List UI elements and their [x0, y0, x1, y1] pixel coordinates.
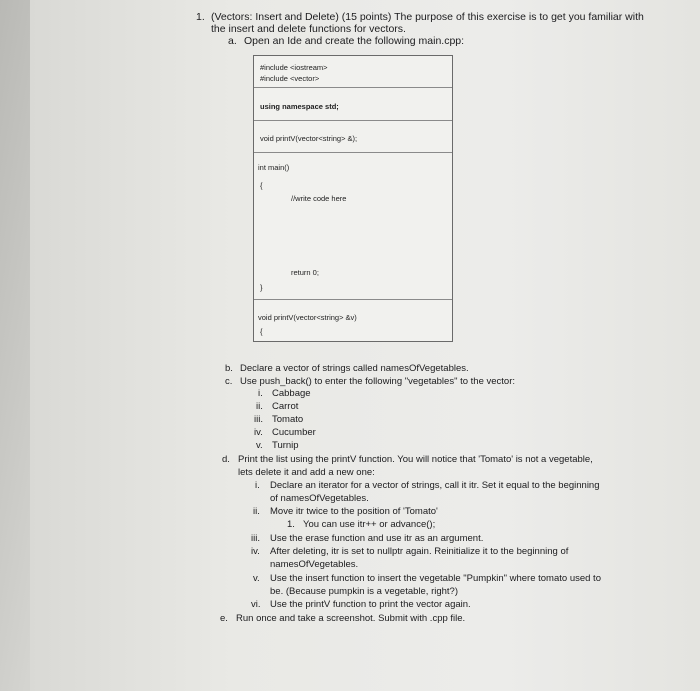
sub-step-marker: 1. [287, 519, 295, 530]
part-a-text: Open an Ide and create the following main.cpp: [244, 35, 465, 47]
code-include-vector: #include <vector> [260, 74, 320, 83]
part-d-marker: d. [222, 454, 230, 465]
step-text: After deleting, itr is set to nullptr again. Reinitialize it to the beginning of [270, 546, 569, 557]
vegetable-marker: i. [258, 388, 263, 399]
part-c-marker: c. [225, 376, 233, 387]
vegetable-item: Cucumber [272, 427, 316, 438]
code-divider [254, 87, 452, 88]
code-printv-definition: void printV(vector<string> &v) [258, 313, 357, 322]
code-box [253, 55, 453, 342]
vegetable-item: Cabbage [272, 388, 311, 399]
step-marker: v. [253, 573, 260, 584]
step-text-line2: namesOfVegetables. [270, 559, 359, 570]
code-close-brace: } [260, 283, 263, 292]
step-marker: ii. [253, 506, 260, 517]
vegetable-marker: iv. [254, 427, 263, 438]
code-include-iostream: #include <iostream> [260, 63, 328, 72]
part-a-marker: a. [228, 35, 237, 47]
vegetable-marker: ii. [256, 401, 263, 412]
step-text-line2: be. (Because pumpkin is a vegetable, right?) [270, 586, 458, 597]
part-c-text: Use push_back() to enter the following "vegetables" to the vector: [240, 376, 516, 387]
part-b-marker: b. [225, 363, 233, 374]
question-intro: The purpose of this exercise is to get you familiar with [391, 11, 644, 23]
code-using-namespace: using namespace std; [260, 102, 339, 111]
part-b-text: Declare a vector of strings called namesOfVegetables. [240, 363, 469, 374]
code-divider [254, 152, 452, 153]
step-text: Move itr twice to the position of 'Tomato' [270, 506, 438, 517]
step-marker: i. [255, 480, 260, 491]
code-divider [254, 120, 452, 121]
question-intro-line2: the insert and delete functions for vectors. [211, 23, 406, 35]
code-main: int main() [258, 163, 290, 172]
step-text: Use the printV function to print the vector again. [270, 599, 471, 610]
part-d-text-line2: lets delete it and add a new one: [238, 467, 375, 478]
question-title: (Vectors: Insert and Delete) (15 points) [211, 11, 392, 23]
vegetable-marker: iii. [254, 414, 263, 425]
step-text-line2: of namesOfVegetables. [270, 493, 369, 504]
step-text: Use the erase function and use itr as an argument. [270, 533, 484, 544]
step-marker: iv. [251, 546, 260, 557]
code-open-brace-2: { [260, 327, 263, 336]
step-text: Use the insert function to insert the vegetable "Pumpkin" where tomato used to [270, 573, 601, 584]
code-comment: //write code here [291, 194, 347, 203]
step-marker: iii. [251, 533, 260, 544]
step-marker: vi. [251, 599, 261, 610]
vegetable-item: Tomato [272, 414, 304, 425]
vegetable-item: Carrot [272, 401, 299, 412]
code-divider [254, 299, 452, 300]
code-open-brace: { [260, 181, 263, 190]
code-prototype: void printV(vector<string> &); [260, 134, 358, 143]
question-number: 1. [196, 11, 205, 23]
step-text: Declare an iterator for a vector of strings, call it itr. Set it equal to the beginning [270, 480, 600, 491]
part-e-marker: e. [220, 613, 228, 624]
vegetable-item: Turnip [272, 440, 299, 451]
sub-step-text: You can use itr++ or advance(); [303, 519, 436, 530]
part-d-text: Print the list using the printV function. You will notice that 'Tomato' is not a vegetable, [238, 454, 593, 465]
vegetable-marker: v. [256, 440, 263, 451]
code-return: return 0; [291, 268, 319, 277]
part-e-text: Run once and take a screenshot. Submit with .cpp file. [236, 613, 466, 624]
